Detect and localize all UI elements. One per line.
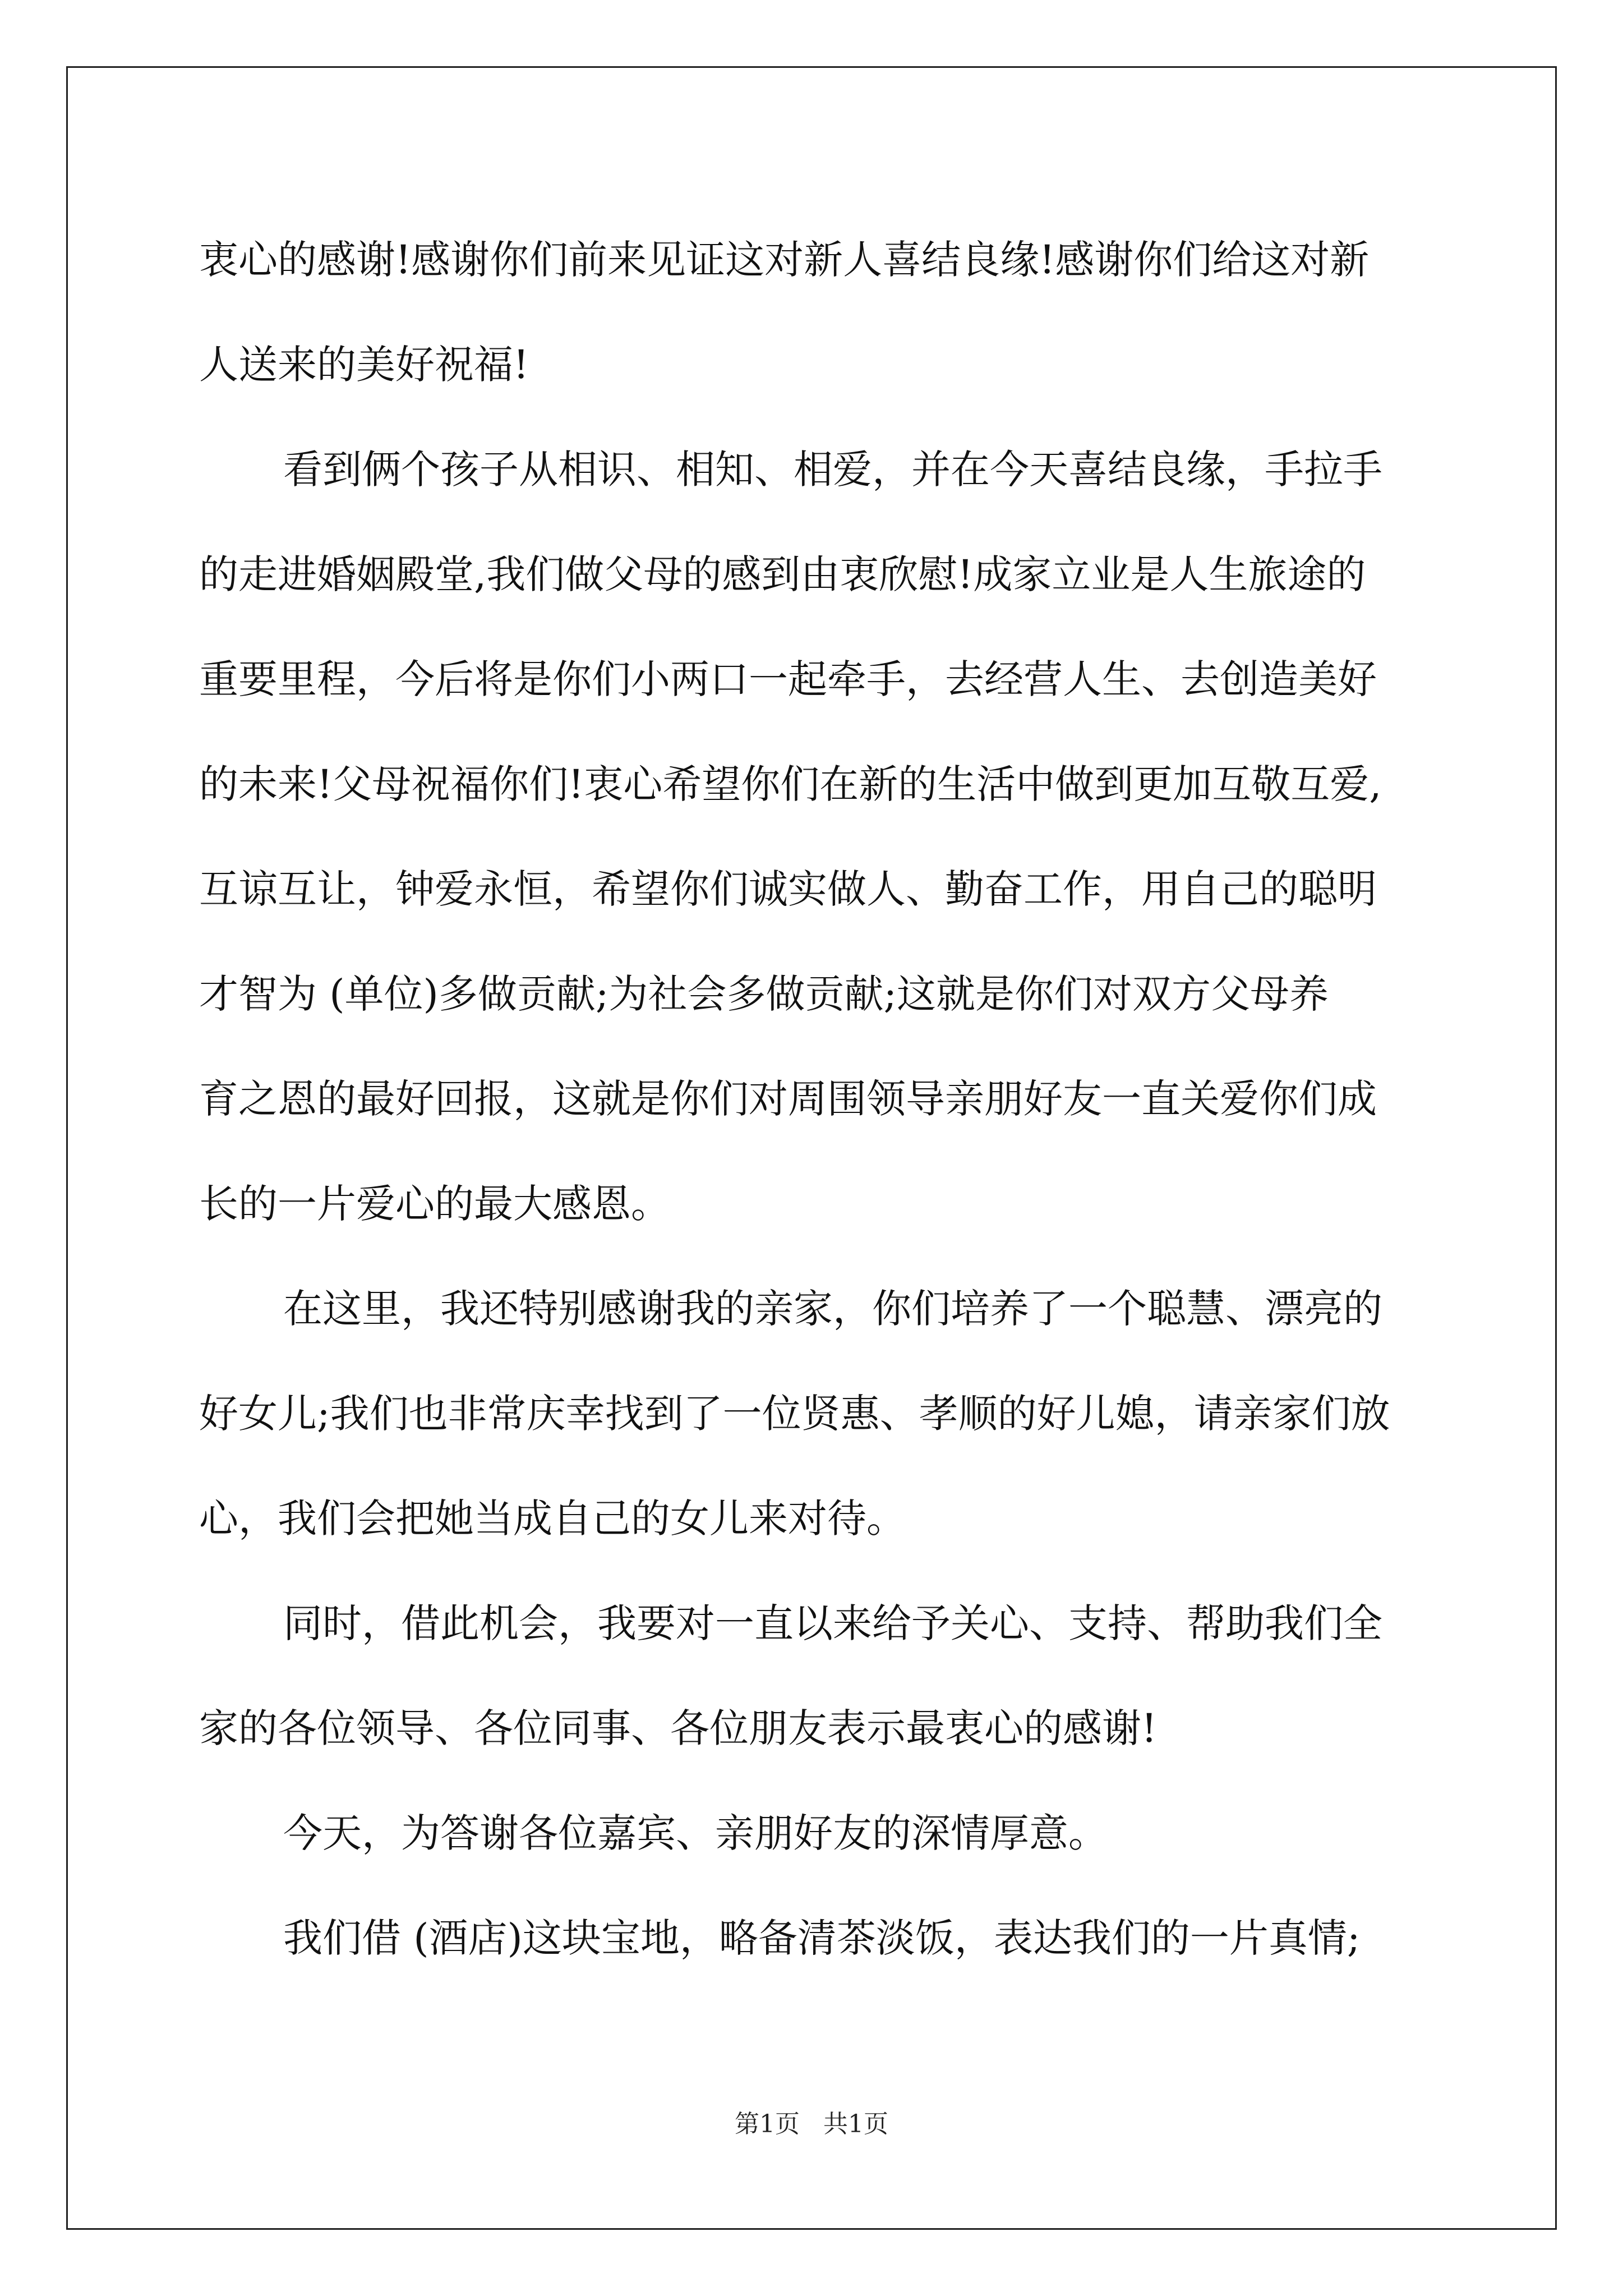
text-line: 看到俩个孩子从相识、相知、相爱，并在今天喜结良缘，手拉手 — [283, 447, 1382, 493]
text-line: 好女儿;我们也非常庆幸找到了一位贤惠、孝顺的好儿媳，请亲家们放 — [199, 1391, 1390, 1437]
document-body — [199, 208, 1433, 1991]
text-line: 在这里，我还特别感谢我的亲家，你们培养了一个聪慧、漂亮的 — [283, 1286, 1382, 1332]
text-line: 我们借 (酒店)这块宝地，略备清茶淡饭，表达我们的一片真情; — [283, 1915, 1361, 1961]
text-line: 才智为 (单位)多做贡献;为社会多做贡献;这就是你们对双方父母养 — [199, 971, 1329, 1017]
text-line: 心，我们会把她当成自己的女儿来对待。 — [199, 1496, 906, 1542]
text-line: 的未来!父母祝福你们!衷心希望你们在新的生活中做到更加互敬互爱, — [199, 761, 1382, 807]
page-number: 第1页 共1页 — [735, 2110, 888, 2138]
text-line: 互谅互让，钟爱永恒，希望你们诚实做人、勤奋工作，用自己的聪明 — [199, 866, 1377, 912]
text-line: 育之恩的最好回报，这就是你们对周围领导亲朋好友一直关爱你们成 — [199, 1076, 1377, 1122]
text-line: 同时，借此机会，我要对一直以来给予关心、支持、帮助我们全 — [283, 1600, 1382, 1646]
text-line: 家的各位领导、各位同事、各位朋友表示最衷心的感谢! — [199, 1705, 1158, 1751]
text-line: 长的一片爱心的最大感恩。 — [199, 1181, 670, 1227]
text-line: 重要里程，今后将是你们小两口一起牵手，去经营人生、去创造美好 — [199, 656, 1377, 702]
text-line: 人送来的美好祝福! — [199, 342, 529, 388]
text-line: 的走进婚姻殿堂,我们做父母的感到由衷欣慰!成家立业是人生旅途的 — [199, 551, 1366, 597]
text-line: 衷心的感谢!感谢你们前来见证这对新人喜结良缘!感谢你们给这对新 — [199, 237, 1370, 283]
text-line: 今天，为答谢各位嘉宾、亲朋好友的深情厚意。 — [283, 1810, 1108, 1856]
